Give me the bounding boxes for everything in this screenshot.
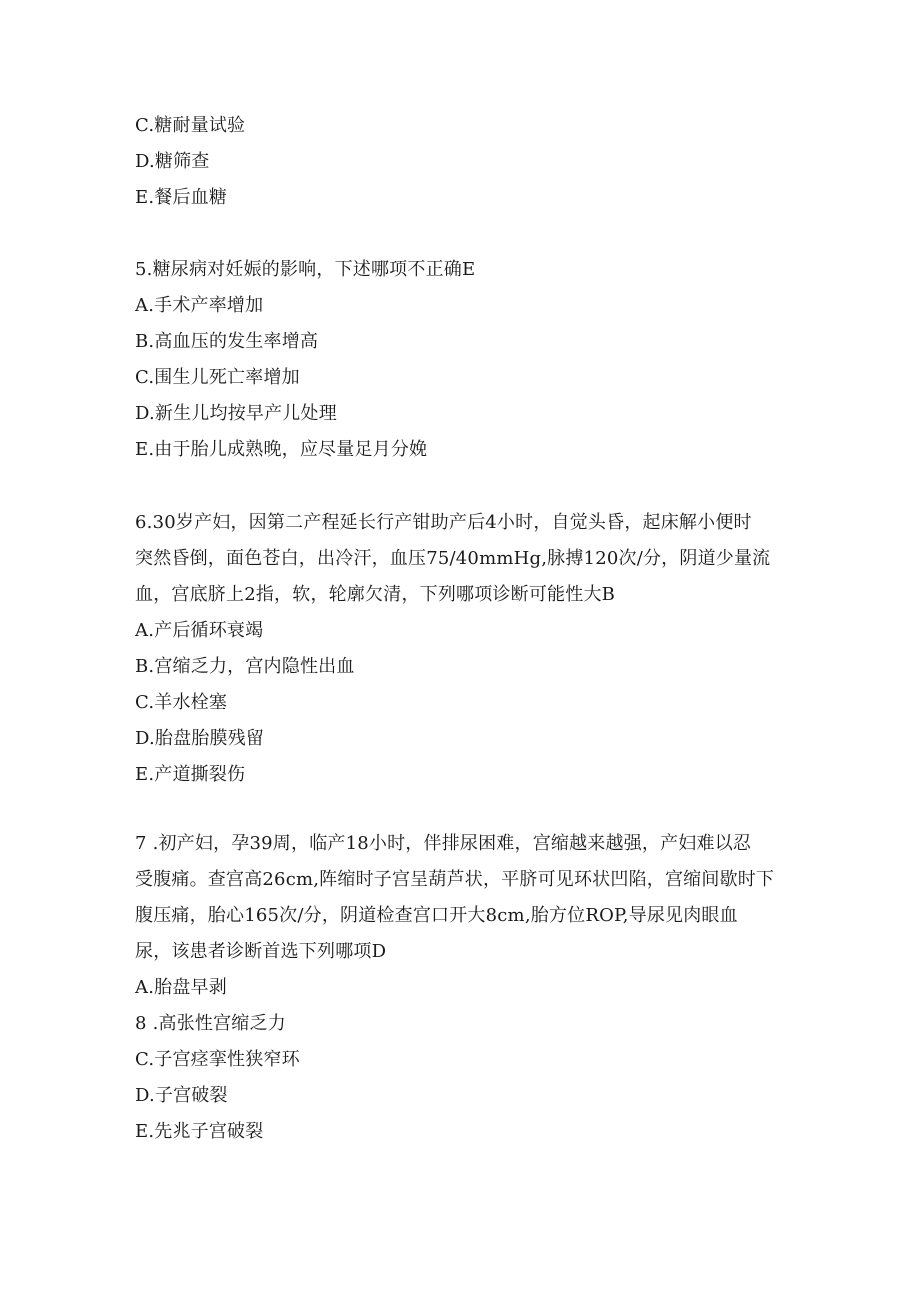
option-c: C.子宫痉挛性狭窄环 xyxy=(135,1049,300,1070)
question-7 xyxy=(135,826,795,1150)
option-a: A.产后循环衰竭 xyxy=(135,620,264,641)
option-c: C.糖耐量试验 xyxy=(135,115,246,136)
question-stem-line: 受腹痛。查宫高26cm,阵缩时子宫呈葫芦状，平脐可见环状凹陷，宫缩间歇时下 xyxy=(135,869,775,890)
option-b: B.宫缩乏力，宫内隐性出血 xyxy=(135,656,355,677)
question-6 xyxy=(135,505,795,793)
question-5 xyxy=(135,252,795,468)
option-a: A.手术产率增加 xyxy=(135,295,264,316)
question-stem-line: 7 .初产妇，孕39周，临产18小时，伴排尿困难，宫缩越来越强，产妇难以忍 xyxy=(135,833,752,854)
option-a: A.胎盘早剥 xyxy=(135,977,227,998)
option-d: D.糖筛查 xyxy=(135,151,210,172)
option-d: D.胎盘胎膜残留 xyxy=(135,728,265,749)
option-b: B.高血压的发生率增高 xyxy=(135,331,319,352)
option-e: E.由于胎儿成熟晚，应尽量足月分娩 xyxy=(135,439,428,460)
question-stem-line: 血，宫底脐上2指，软，轮廓欠清，下列哪项诊断可能性大B xyxy=(135,584,616,605)
question-stem-line: 突然昏倒，面色苍白，出冷汗，血压75/40mmHg,脉搏120次/分，阴道少量流 xyxy=(135,548,771,569)
option-c: C.围生儿死亡率增加 xyxy=(135,367,300,388)
question-stem-line: 尿，该患者诊断首选下列哪项D xyxy=(135,941,387,962)
options-block-q4-tail xyxy=(135,108,795,216)
option-e: E.产道撕裂伤 xyxy=(135,764,246,785)
question-stem: 5.糖尿病对妊娠的影响，下述哪项不正确E xyxy=(135,259,476,280)
option-d: D.子宫破裂 xyxy=(135,1085,228,1106)
option-e: E.先兆子宫破裂 xyxy=(135,1121,264,1142)
option-d: D.新生儿均按早产儿处理 xyxy=(135,403,337,424)
question-stem-line: 6.30岁产妇，因第二产程延长行产钳助产后4小时，自觉头昏，起床解小便时 xyxy=(135,512,752,533)
option-b: 8 .高张性宫缩乏力 xyxy=(135,1013,286,1034)
question-stem-line: 腹压痛，胎心165次/分，阴道检查宫口开大8cm,胎方位ROP,导尿见肉眼血 xyxy=(135,905,738,926)
option-e: E.餐后血糖 xyxy=(135,187,228,208)
option-c: C.羊水栓塞 xyxy=(135,692,228,713)
